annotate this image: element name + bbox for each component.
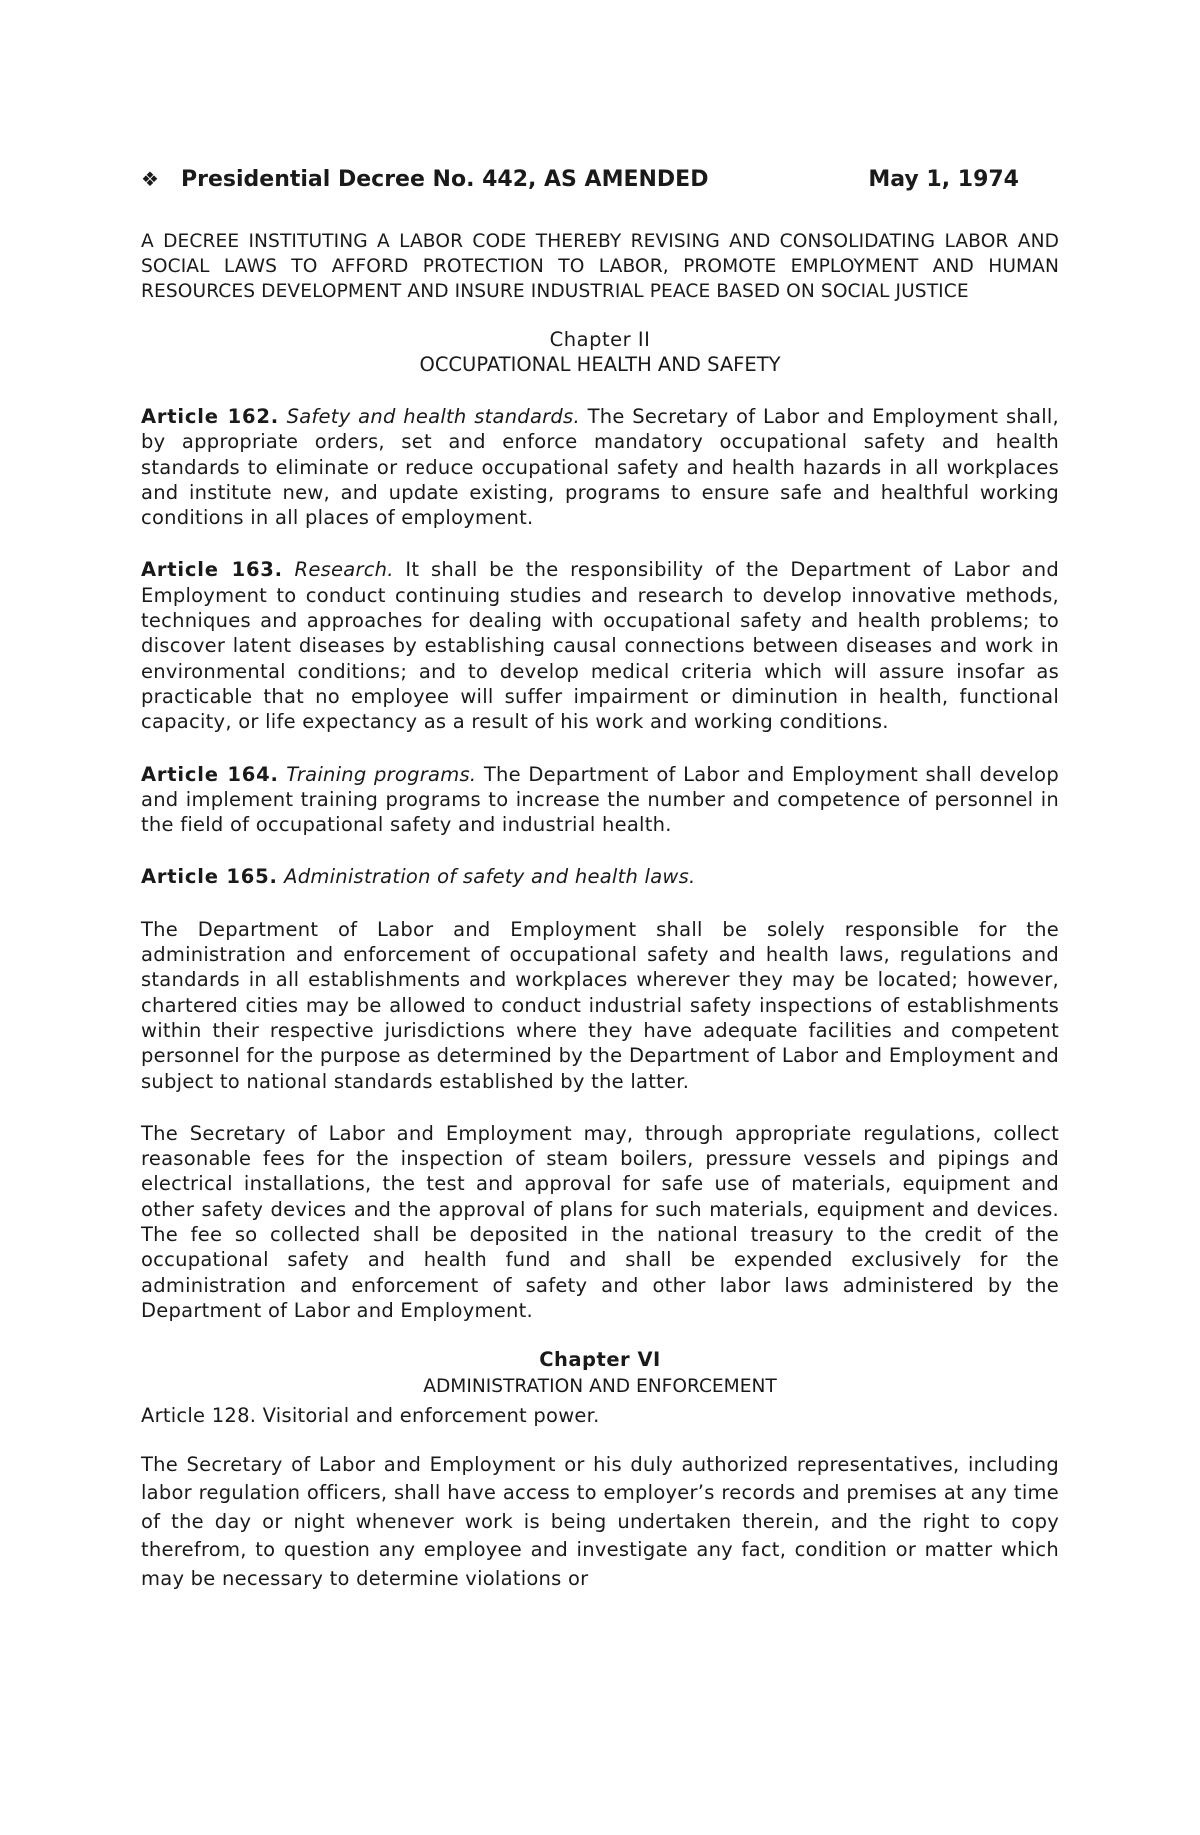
article-164 xyxy=(141,762,1059,838)
article-title: Training programs. xyxy=(286,762,477,786)
chapter-title: OCCUPATIONAL HEALTH AND SAFETY xyxy=(419,353,781,376)
decree-date: May 1, 1974 xyxy=(868,167,1019,192)
article-128-paragraph: The Secretary of Labor and Employment or his duly authorized representatives, including labor regulation officers, shall have access to employer’s records and premises at any time of the day or night whenever work is being undertaken therein, and the right to copy therefrom, to question any employee and investigate any fact, condition or matter which may be necessary to determine violations or xyxy=(141,1452,1059,1590)
article-165-paragraph: The Secretary of Labor and Employment may, through appropriate regulations, collect reasonable fees for the inspection of steam boilers, pressure vessels and pipings and electrical installations, the test and approval for safe use of materials, equipment and other safety devices and the approval of plans for such materials, equipment and devices. The fee so collected shall be deposited in the national treasury to the credit of the occupational safety and health fund and shall be expended exclusively for the administration and enforcement of safety and other labor laws administered by the Department of Labor and Employment. xyxy=(141,1121,1059,1322)
chapter-vi-heading xyxy=(141,1347,1059,1401)
article-128-heading: Article 128. Visitorial and enforcement power. xyxy=(141,1404,600,1428)
article-body: The Department of Labor and Employment shall develop and implement training programs to increase the number and competence of personnel in the field of occupational safety and industrial health. xyxy=(141,762,1059,837)
article-label: Article 165. xyxy=(141,865,278,889)
article-165-paragraph: The Department of Labor and Employment shall be solely responsible for the administration and enforcement of occupational safety and health laws, regulations and standards in all establishments and workplaces wherever they may be located; however, chartered cities may be allowed to conduct industrial safety inspections of establishments within their respective jurisdictions where they have adequate facilities and competent personnel for the purpose as determined by the Department of Labor and Employment and subject to national standards established by the latter. xyxy=(141,917,1059,1093)
decree-subtitle: A DECREE INSTITUTING A LABOR CODE THEREBY REVISING AND CONSOLIDATING LABOR AND SOCIAL LAWS TO AFFORD PROTECTION TO LABOR, PROMOTE EMPLOYMENT AND HUMAN RESOURCES DEVELOPMENT AND INSURE INDUSTRIAL PEACE BASED ON SOCIAL JUSTICE xyxy=(141,231,1059,302)
article-body: It shall be the responsibility of the Department of Labor and Employment to conduct continuing studies and research to develop innovative methods, techniques and approaches for dealing with occupational safety and health problems; to discover latent diseases by establishing causal connections between diseases and work in environmental conditions; and to develop medical criteria which will assure insofar as practicable that no employee will suffer impairment or diminution in health, functional capacity, or life expectancy as a result of his work and working conditions. xyxy=(141,558,1059,734)
article-title: Administration of safety and health laws. xyxy=(284,865,696,889)
article-label: Article 164. xyxy=(141,762,279,786)
diamond-bullet-icon: ❖ xyxy=(141,167,159,191)
decree-header xyxy=(141,164,1059,195)
chapter-title: ADMINISTRATION AND ENFORCEMENT xyxy=(423,1376,777,1398)
chapter-number: Chapter II xyxy=(549,328,651,351)
article-162 xyxy=(141,404,1059,530)
document-page xyxy=(141,164,1059,1593)
article-163 xyxy=(141,557,1059,734)
article-label: Article 162. xyxy=(141,405,279,428)
article-title: Research. xyxy=(294,558,394,582)
article-title: Safety and health standards. xyxy=(286,405,580,428)
article-label: Article 163. xyxy=(141,558,283,582)
article-165 xyxy=(141,864,1059,889)
chapter-ii-heading xyxy=(141,327,1059,377)
decree-title: Presidential Decree No. 442, AS AMENDED xyxy=(181,167,709,192)
article-body: The Secretary of Labor and Employment shall, by appropriate orders, set and enforce mandatory occupational safety and health standards to eliminate or reduce occupational safety and health hazards in all workplaces and institute new, and update existing, programs to ensure safe and healthful working conditions in all places of employment. xyxy=(141,405,1059,530)
chapter-number: Chapter VI xyxy=(539,1348,661,1372)
